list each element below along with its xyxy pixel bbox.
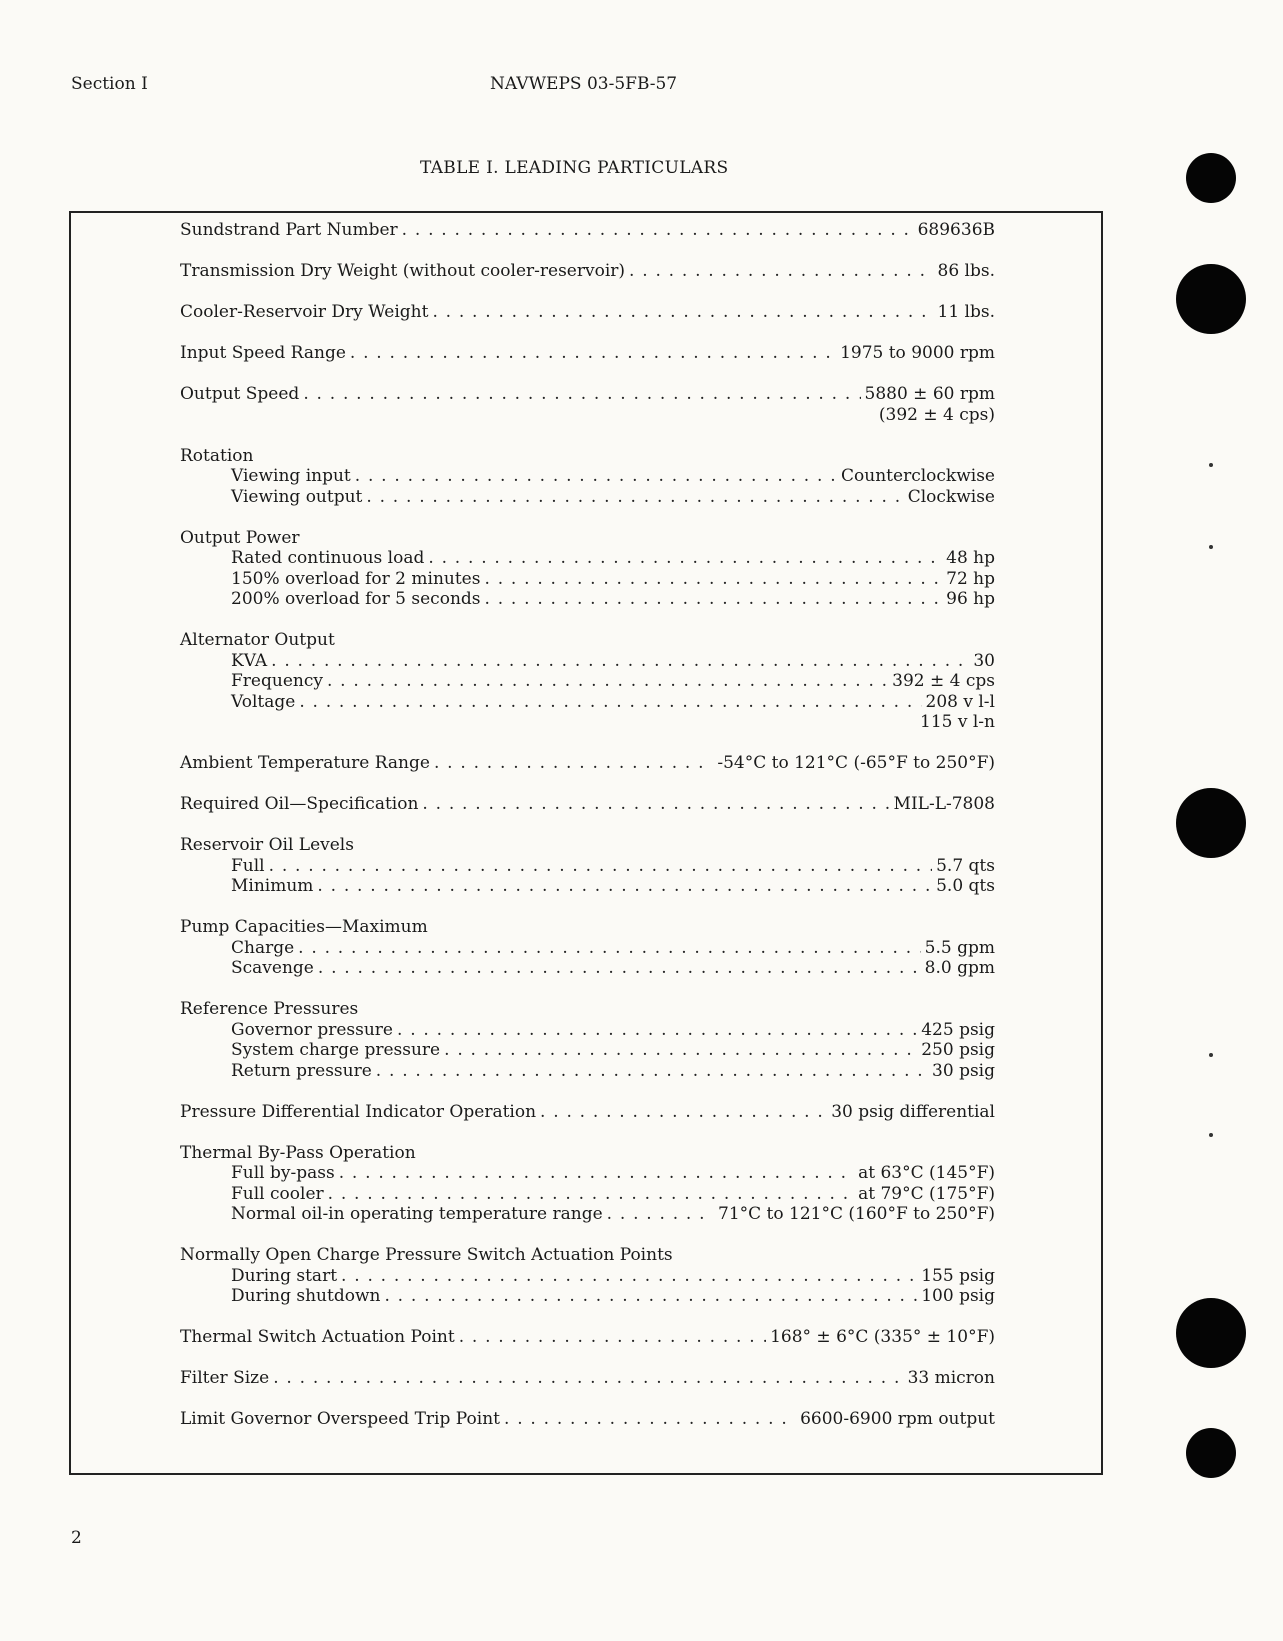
table-row: Required Oil—Specification . . . MIL-L-7808 [180,794,995,815]
table-row: Full by-pass . . . at 63°C (145°F) [180,1163,995,1184]
table-row: Cooler-Reservoir Dry Weight . . . 11 lbs. [180,302,995,323]
table-row: Pressure Differential Indicator Operation . . . 30 psig differential [180,1102,995,1123]
group-title: Output Power [180,527,300,548]
table-row: Minimum . . . 5.0 qts [180,876,995,897]
table-row: System charge pressure . . . 250 psig [180,1040,995,1061]
scan-mark [1209,545,1213,549]
table-row: Full cooler . . . at 79°C (175°F) [180,1184,995,1205]
document-id: NAVWEPS 03-5FB-57 [490,74,678,94]
group-title: Normally Open Charge Pressure Switch Actuation Points [180,1245,673,1265]
table-row: KVA . . . 30 [180,651,995,672]
table-row: Governor pressure . . . 425 psig [180,1020,995,1041]
table-row: Sundstrand Part Number . . . 689636B [180,220,995,241]
group-title: Rotation [180,445,254,466]
binder-hole-icon [1176,264,1246,334]
table-row: Rated continuous load . . . 48 hp [180,548,995,569]
table-row: Filter Size . . . 33 micron [180,1368,995,1389]
group-title: Thermal By-Pass Operation [180,1142,416,1163]
table-row: Input Speed Range . . . 1975 to 9000 rpm [180,343,995,364]
section-label: Section I [71,74,148,94]
table-row: Frequency . . . 392 ± 4 cps [180,671,995,692]
binder-hole-icon [1176,788,1246,858]
table-row: During start . . . 155 psig [180,1266,995,1287]
table-row: 150% overload for 2 minutes . . . 72 hp [180,569,995,590]
table-row: Output Speed . . . 5880 ± 60 rpm [180,384,995,405]
group-title: Pump Capacities—Maximum [180,917,428,937]
table-row: 200% overload for 5 seconds . . . 96 hp [180,589,995,610]
group-title: Alternator Output [180,630,335,650]
binder-hole-icon [1176,1298,1246,1368]
leading-particulars-table: Sundstrand Part Number . . . 689636B Transmission Dry Weight (without cooler-reservoir) . . . 86 lbs. Cooler-Reservoir Dry Weight . . . 11 lbs. Input Speed Range . . . 1975 to 9000 rpm Output Speed . . . 5880 ± 60 rpm (392 ± 4 cps) Rotation Viewing input . . . Counterclockwise Viewing output . . . Clockwise Output Power Rated continuous load . . . 48 hp 150% overload for 2 minutes . . . 72 hp 200% overload for 5 seconds . . . 96 hp Alternator Output KVA . . . 30 Frequency . . . 392 ± 4 cps Voltage . . . 208 v l-l 115 v l-n Ambient Temperature Range . . . -54°C to 121°C (-65°F to 250°F) Required Oil—Specification . . . MIL-L-7808 Reservoir Oil Levels Full . . . 5.7 qts Minimum . . . 5.0 qts Pump Capacities—Maximum Charge . . . 5.5 gpm Scavenge . . . 8.0 gpm Reference Pressures Governor pressure . . . 425 psig System charge pressure . . . 250 psig Return pressure . . . 30 psig Pressure Differential Indicator Operation . . . 30 psig differential Thermal By-Pass Operation Full by-pass . . . at 63°C (145°F) Full cooler . . . at 79°C (175°F) Normal oil-in operating temperature range . . . 71°C to 121°C (160°F to 250°F) Normally Open Charge Pressure Switch Actuation Points During start . . . 155 psig During shutdown . . . 100 psig Thermal Switch Actuation Point . . . 168° ± 6°C (335° ± 10°F) Filter Size . . . 33 micron Limit Governor Overspeed Trip Point . . . 6600-6900 rpm output [180,220,995,1430]
page-number: 2 [71,1528,82,1548]
scan-mark [1209,1133,1213,1137]
group-title: Reservoir Oil Levels [180,835,354,855]
table-row: Voltage . . . 208 v l-l [180,692,995,713]
table-row: Normal oil-in operating temperature range . . . 71°C to 121°C (160°F to 250°F) [180,1204,995,1225]
binder-hole-icon [1186,153,1236,203]
table-row: Return pressure . . . 30 psig [180,1061,995,1082]
binder-hole-icon [1186,1428,1236,1478]
table-row: Full . . . 5.7 qts [180,856,995,877]
table-row: Viewing input . . . Counterclockwise [180,466,995,487]
scan-mark [1209,463,1213,467]
table-row: Charge . . . 5.5 gpm [180,938,995,959]
table-row: During shutdown . . . 100 psig [180,1286,995,1307]
table-row: Thermal Switch Actuation Point . . . 168° ± 6°C (335° ± 10°F) [180,1327,995,1348]
table-row: Ambient Temperature Range . . . -54°C to 121°C (-65°F to 250°F) [180,753,995,774]
table-title: TABLE I. LEADING PARTICULARS [420,158,729,178]
table-row: Transmission Dry Weight (without cooler-reservoir) . . . 86 lbs. [180,261,995,282]
table-row: Viewing output . . . Clockwise [180,487,995,508]
scan-mark [1209,1053,1213,1057]
table-row: Limit Governor Overspeed Trip Point . . . 6600-6900 rpm output [180,1409,995,1430]
group-title: Reference Pressures [180,999,359,1019]
table-row: Scavenge . . . 8.0 gpm [180,958,995,979]
